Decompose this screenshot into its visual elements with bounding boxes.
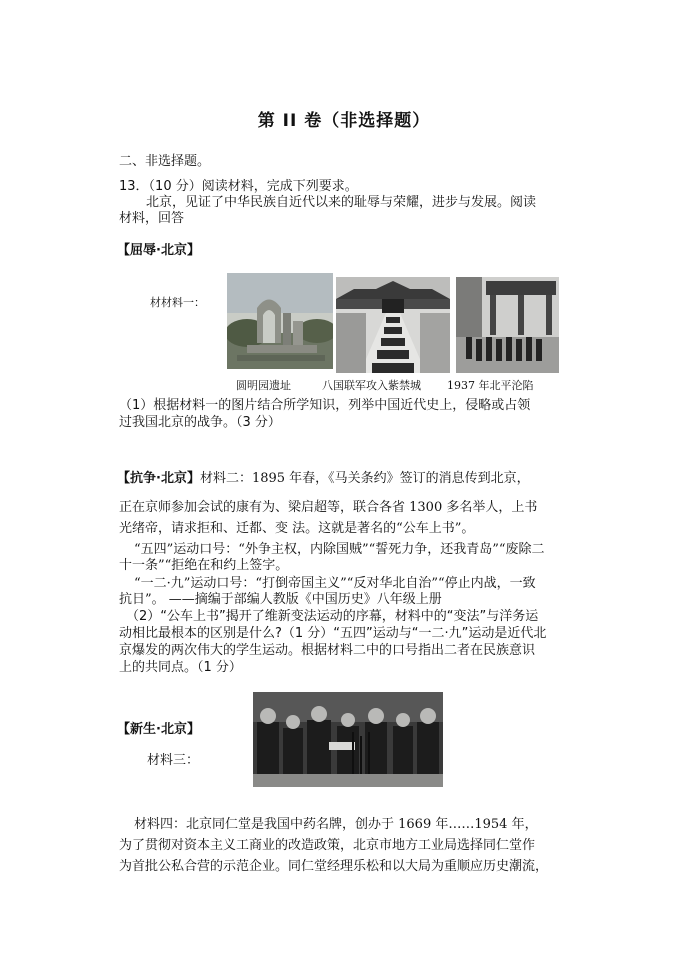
part3-heading: 【新生·北京】 (117, 722, 200, 737)
question-1-line2: 过我国北京的战争。（3 分） (119, 415, 281, 430)
material4-line2: 为了贯彻对资本主义工商业的改造政策，北京市地方工业局选择同仁堂作 (119, 838, 536, 853)
material2-line3: 光绪帝，请求拒和、迁都、变 法。这就是著名的“公车上书”。 (119, 521, 475, 536)
question-2-line3: 京爆发的两次伟大的学生运动。根据材料二中的口号指出二者在民族意识 (119, 643, 536, 658)
material4-line1: 材料四：北京同仁堂是我国中药名牌，创办于 1669 年……1954 年， (134, 817, 538, 832)
material2-line7: 抗日”。 ——摘编于部编人教版《中国历史》八年级上册 (119, 592, 442, 607)
question-2-line4: 上的共同点。（1 分） (119, 660, 242, 675)
material2-line2: 正在京师参加会试的康有为、梁启超等，联合各省 1300 多名举人，上书 (119, 500, 538, 515)
founding-ceremony-photo (253, 692, 443, 787)
question-13-lead-line2: 材料，回答 (119, 211, 185, 226)
beiping-occupied-photo (456, 277, 559, 373)
part3-material-label: 材料三： (147, 753, 200, 768)
material4-line3: 为首批公私合营的示范企业。同仁堂经理乐松和以大局为重顺应历史潮流， (119, 859, 549, 874)
material2-line5: 十一条”“拒绝在和约上签字。 (119, 558, 289, 573)
page-title: 第 II 卷（非选择题） (257, 111, 431, 131)
section-heading: 二、非选择题。 (119, 154, 211, 169)
yuanmingyuan-ruins-photo (227, 273, 333, 369)
caption-beiping-1937: 1937 年北平沦陷 (447, 379, 534, 392)
question-2-line1: （2）“公车上书”揭开了维新变法运动的序幕，材料中的“变法”与洋务运 (126, 609, 539, 624)
question-13-intro: 13．（10 分）阅读材料，完成下列要求。 (119, 179, 358, 194)
eight-nation-alliance-photo (336, 277, 450, 373)
material2-line6: “一二·九”运动口号：“打倒帝国主义”“反对华北自治”“停止内战，一致 (134, 576, 536, 591)
caption-yuanmingyuan: 圆明园遗址 (236, 379, 291, 392)
part1-heading: 【屈辱·北京】 (117, 243, 200, 258)
question-1-line1: （1）根据材料一的图片结合所学知识，列举中国近代史上，侵略或占领 (119, 398, 531, 413)
part1-material-label: 材材料一： (150, 296, 205, 309)
part2-heading-row (117, 470, 530, 488)
question-2-line2: 动相比最根本的区别是什么?（1 分）“五四”运动与“一二·九”运动是近代北 (119, 626, 547, 641)
part2-heading: 【抗争·北京】 (117, 471, 200, 486)
caption-eight-nation: 八国联军攻入紫禁城 (322, 379, 421, 392)
material2-line1: 材料二：1895 年春，《马关条约》签订的消息传到北京， (199, 471, 530, 486)
material2-line4: “五四”运动口号：“外争主权，内除国贼”“誓死力争，还我青岛”“废除二 (134, 542, 545, 557)
question-13-lead-line1: 北京，见证了中华民族自近代以来的耻辱与荣耀，进步与发展。阅读 (146, 195, 537, 210)
